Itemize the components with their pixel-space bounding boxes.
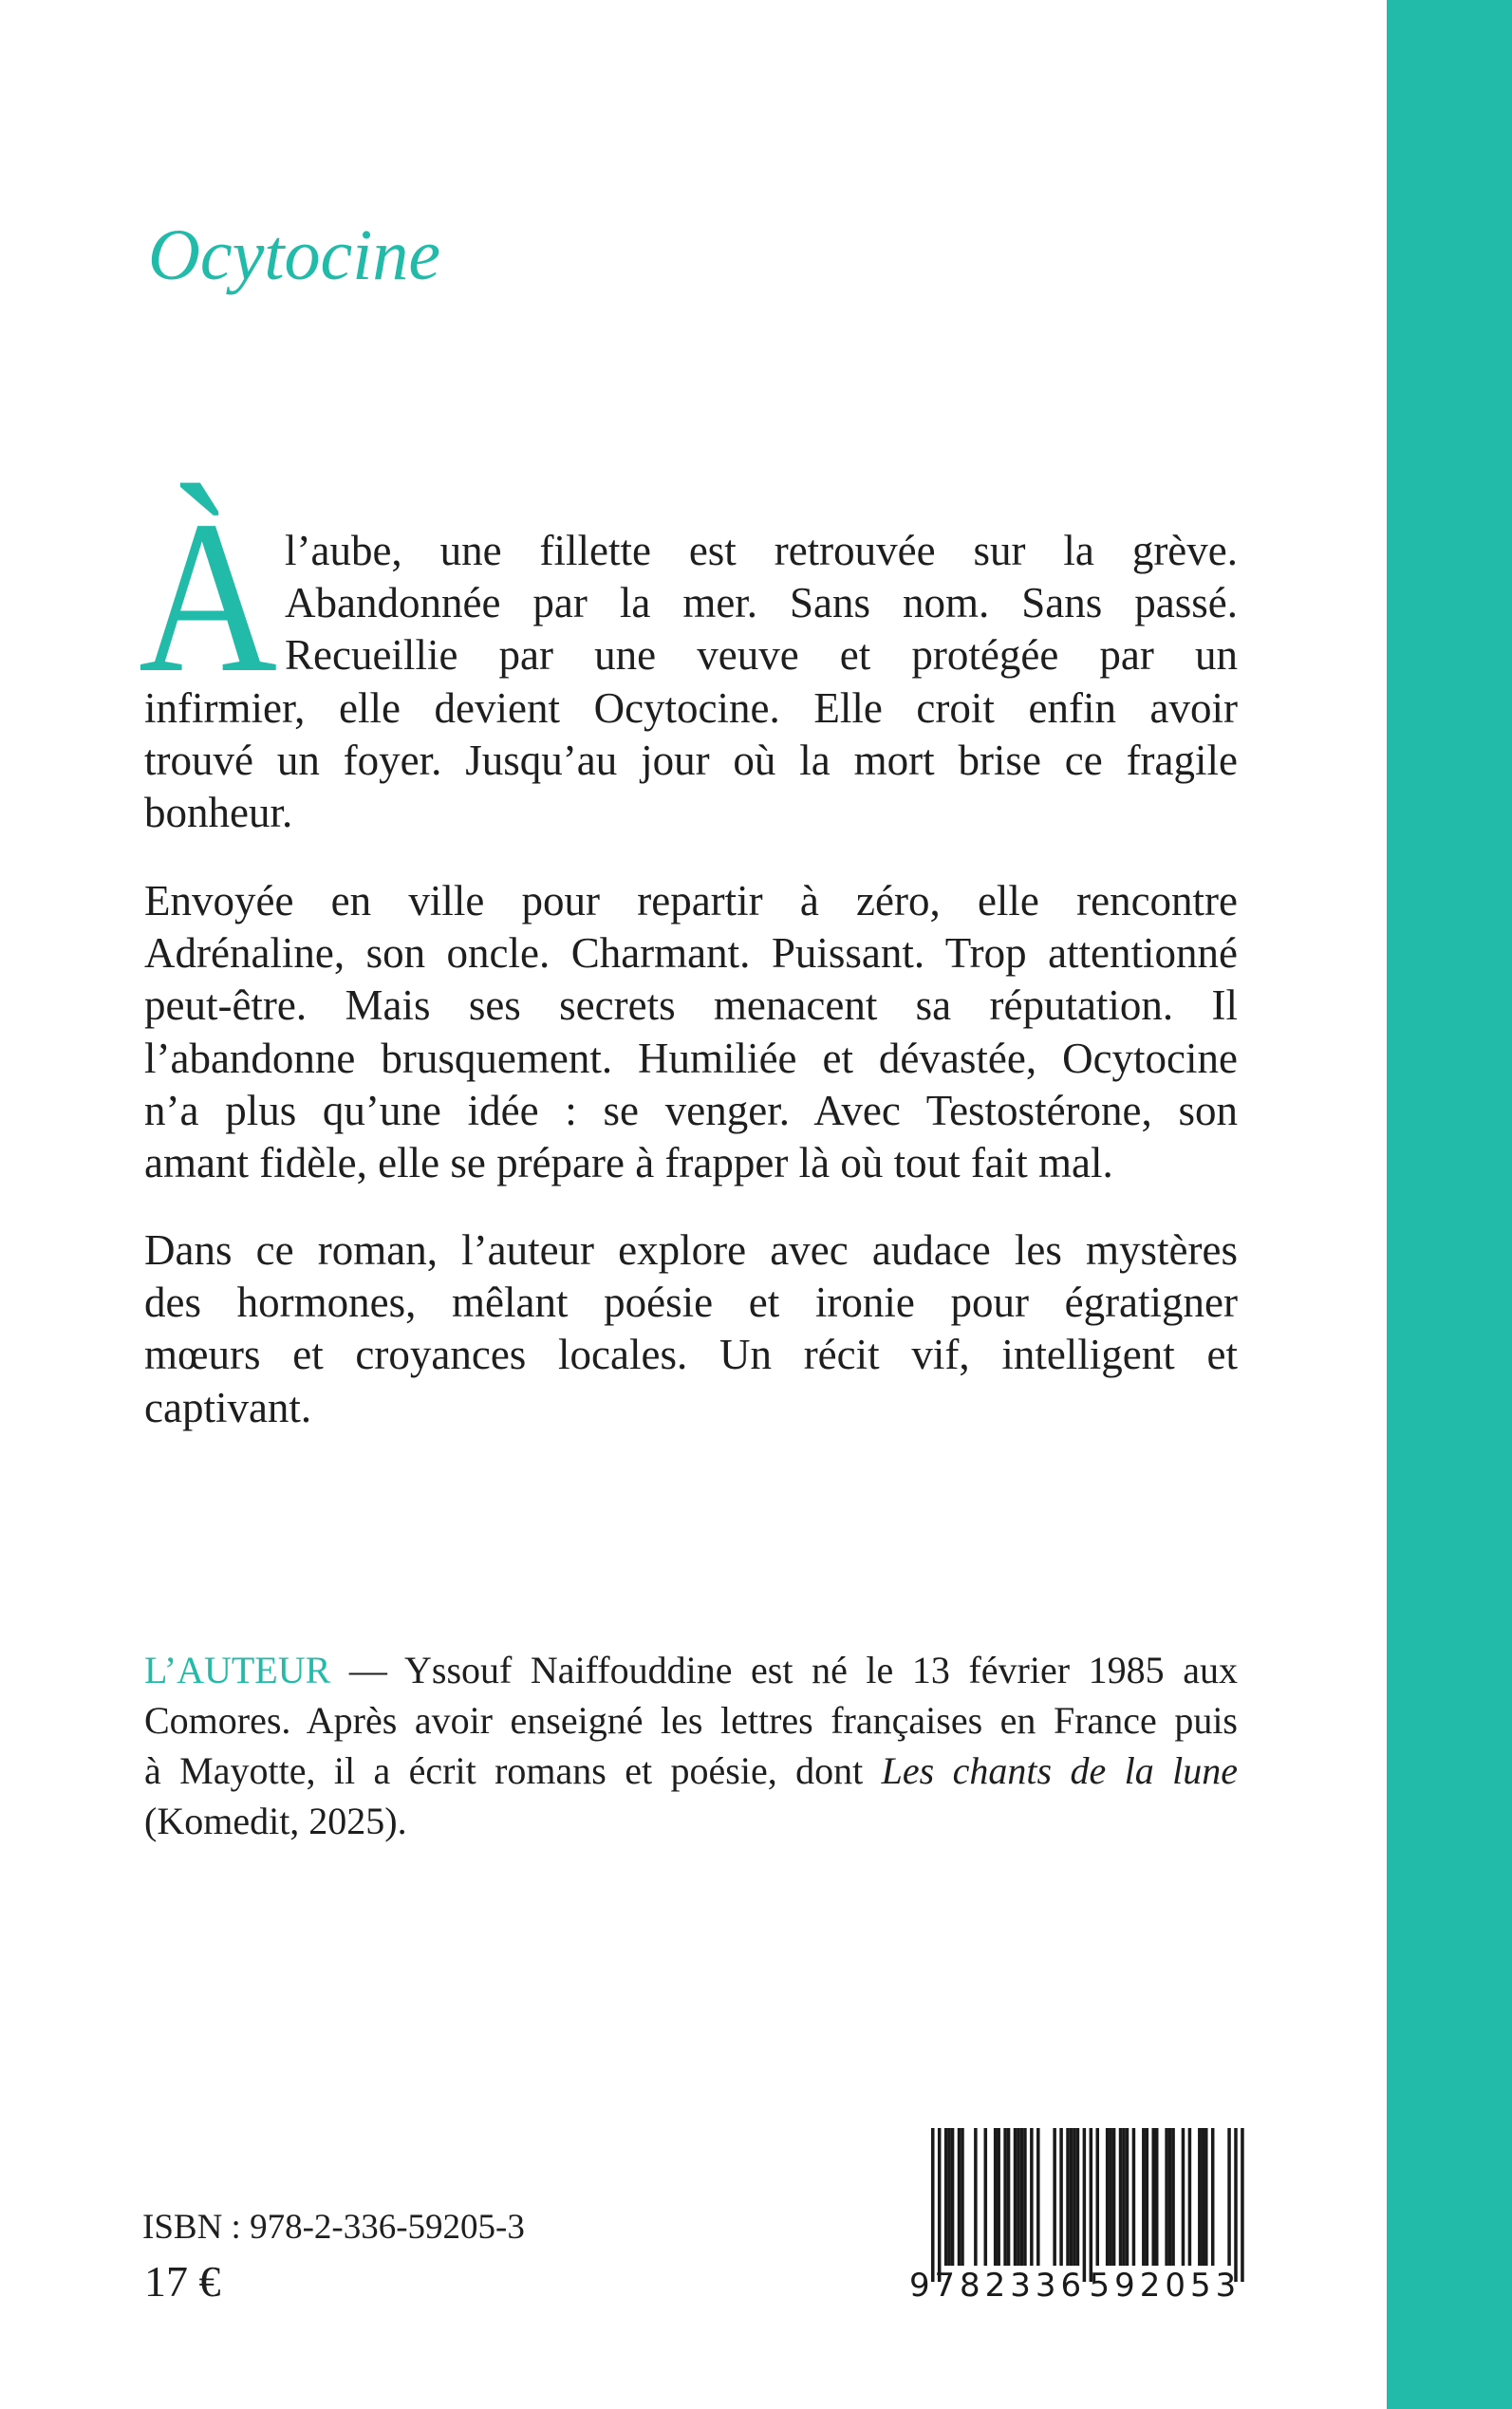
drop-cap: À xyxy=(139,476,278,718)
author-bio-text: — Yssouf Naiffouddine est né le 13 février 1985 aux xyxy=(330,1649,1238,1691)
barcode-digit-first: 9 xyxy=(909,2267,930,2304)
text-line: Envoyée en ville pour repartir à zéro, elle rencontre xyxy=(144,877,1238,924)
isbn-label: ISBN : 978-2-336-59205-3 xyxy=(142,2208,525,2247)
text-line: l’abandonne brusquement. Humiliée et dévastée, Ocytocine xyxy=(144,1034,1238,1082)
blurb-paragraph-3 xyxy=(144,1224,1238,1434)
blurb-paragraph-1 xyxy=(144,525,1238,839)
text-line: Abandonnée par la mer. Sans nom. Sans passé. xyxy=(285,579,1238,627)
text-line: l’aube, une fillette est retrouvée sur la grève. xyxy=(285,527,1238,574)
text-line: trouvé un foyer. Jusqu’au jour où la mort brise ce fragile xyxy=(144,736,1238,784)
text-line xyxy=(144,1645,1238,1695)
barcode xyxy=(902,2128,1253,2304)
author-bio-text: à Mayotte, il a écrit romans et poésie, dont xyxy=(144,1749,882,1792)
blurb-paragraph-2 xyxy=(144,875,1238,1189)
book-title: Ocytocine xyxy=(148,215,441,295)
spine-color-stripe xyxy=(1387,0,1512,2409)
text-line: des hormones, mêlant poésie et ironie pour égratigner xyxy=(144,1279,1238,1327)
barcode-digits-left: 782336 xyxy=(934,2267,1087,2304)
text-line: Dans ce roman, l’auteur explore avec audace les mystères xyxy=(144,1226,1238,1274)
text-line: peut-être. Mais ses secrets menacent sa réputation. Il xyxy=(144,981,1238,1030)
book-reference: Les chants de la lune xyxy=(881,1749,1239,1792)
text-line: Comores. Après avoir enseigné les lettres françaises en France puis xyxy=(144,1699,1238,1742)
price-label: 17 € xyxy=(144,2257,221,2306)
text-line: infirmier, elle devient Ocytocine. Elle croit enfin avoir xyxy=(144,683,1238,732)
text-line: bonheur. xyxy=(144,788,293,836)
text-line: Adrénaline, son oncle. Charmant. Puissant. Trop attentionné xyxy=(144,929,1238,978)
text-line: Recueillie par une veuve et protégée par un xyxy=(285,631,1238,680)
barcode-icon xyxy=(902,2128,1253,2304)
author-bio xyxy=(144,1645,1238,1846)
text-line: mœurs et croyances locales. Un récit vif, intelligent et xyxy=(144,1331,1238,1379)
author-label: L’AUTEUR xyxy=(144,1649,331,1691)
text-line: n’a plus qu’une idée : se venger. Avec Testostérone, son xyxy=(144,1086,1238,1134)
text-line xyxy=(144,1746,1238,1796)
text-line: captivant. xyxy=(144,1383,312,1431)
text-line: (Komedit, 2025). xyxy=(144,1800,407,1842)
barcode-digits-right: 592053 xyxy=(1089,2267,1241,2304)
text-line: amant fidèle, elle se prépare à frapper là où tout fait mal. xyxy=(144,1138,1113,1186)
